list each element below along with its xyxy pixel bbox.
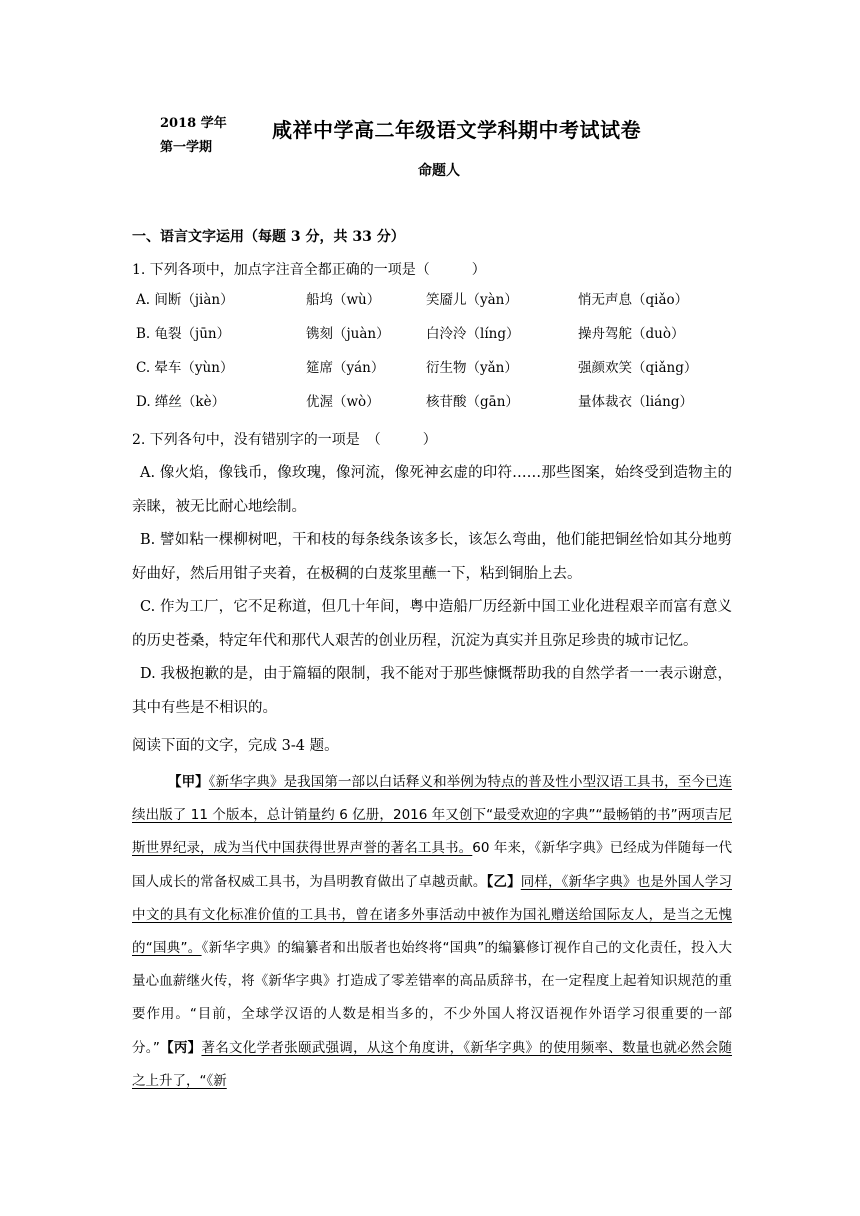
exam-year: 2018 学年 [160,116,227,131]
option-item: 衍生物（yǎn） [426,360,518,376]
option-item: 操舟驾舵（duò） [578,326,685,342]
question-1-option-d [136,390,746,412]
exam-semester: 第一学期 [160,140,213,155]
option-item: 白泠泠（líng） [426,326,520,342]
option-item: 量体裁衣（liáng） [578,394,694,410]
question-1-option-a [136,288,746,310]
option-item: 悄无声息（qiǎo） [578,292,689,308]
option-item: C. 晕车（yùn） [136,360,234,376]
passage-text: 60 年来，《新华字典》已经成为伴随每一代国人成长的常备权威工具书，为昌明教育做出了卓越贡献。 [132,840,732,890]
option-item: B. 龟裂（jūn） [136,326,231,342]
reading-instruction: 阅读下面的文字，完成 3-4 题。 [132,738,339,754]
reading-passage [132,766,732,1098]
option-item: D. 缂丝（kè） [136,394,226,410]
option-item: 优渥（wò） [306,394,380,410]
option-item: A. 间断（jiàn） [136,292,234,308]
underlined-sentence-yi: 同样，《新华字典》也是外国人学习中文的具有文化标准价值的工具书，曾在诸多外事活动中被作为国礼赠送给国际友人，是当之无愧的“国典”。 [132,873,733,957]
question-1-stem: 1. 下列各项中，加点字注音全都正确的一项是（ ） [132,262,486,278]
marker-jia: 【甲】 [168,774,209,790]
question-2-option-c: C. 作为工厂，它不足称道，但几十年间，粤中造船厂历经新中国工业化进程艰辛而富有意义的历史苍桑，特定年代和那代人艰苦的创业历程，沉淀为真实并且弥足珍贵的城市记忆。 [132,599,732,649]
option-item: 筵席（yán） [306,360,385,376]
question-2-option-b: B. 譬如粘一棵柳树吧，干和枝的每条线条该多长，该怎么弯曲，他们能把铜丝恰如其分地剪好曲好，然后用钳子夹着，在极稠的白芨浆里蘸一下，粘到铜胎上去。 [132,532,732,582]
passage-text: 《新华字典》的编纂者和出版者也始终将“国典”的编纂修订视作自己的文化责任，投入大量心血薪继火传，将《新华字典》打造成了零差错率的高品质辞书，在一定程度上起着知识规范的重要作用。“目前，全球学汉语的人数是相当多的，不少外国人将汉语视作外语学习很重要的一部分。” [132,940,732,1056]
option-item: 船坞（wù） [306,292,381,308]
question-setter-label: 命题人 [418,163,460,179]
question-2-option-d: D. 我极抱歉的是，由于篇辐的限制，我不能对于那些慷慨帮助我的自然学者一一表示谢意，其中有些是不相识的。 [132,666,732,716]
question-1-option-b [136,322,746,344]
section-heading: 一、语言文字运用（每题 3 分，共 33 分） [132,229,405,245]
option-item: 强颜欢笑（qiǎng） [578,360,698,376]
underlined-sentence-jia: 《新华字典》是我国第一部以白话释义和举例为特点的普及性小型汉语工具书，至今已连续出版了 11 个版本，总计销量约 6 亿册，2016 年又创下“最受欢迎的字典”“最畅销的书”两项吉尼斯世界纪录，成为当代中国获得世界声誉的著名工具书。 [132,774,733,857]
underlined-sentence-bing: 著名文化学者张颐武强调，从这个角度讲，《新华字典》的使用频率、数量也就必然会随之上升了，“《新 [132,1039,732,1089]
question-1-option-c [136,356,746,378]
option-item: 笑靥儿（yàn） [426,292,518,308]
exam-title: 咸祥中学高二年级语文学科期中考试试卷 [272,118,641,142]
option-item: 镌刻（juàn） [306,326,390,342]
marker-yi: 【乙】 [486,873,521,890]
question-2-stem: 2. 下列各句中，没有错别字的一项是 （ ） [132,432,437,448]
marker-bing: 【丙】 [159,1039,202,1056]
option-item: 核苷酸（gān） [426,394,519,410]
question-2-option-a: A. 像火焰，像钱币，像玫瑰，像河流，像死神玄虚的印符……那些图案，始终受到造物主的亲睐，被无比耐心地绘制。 [132,465,732,515]
